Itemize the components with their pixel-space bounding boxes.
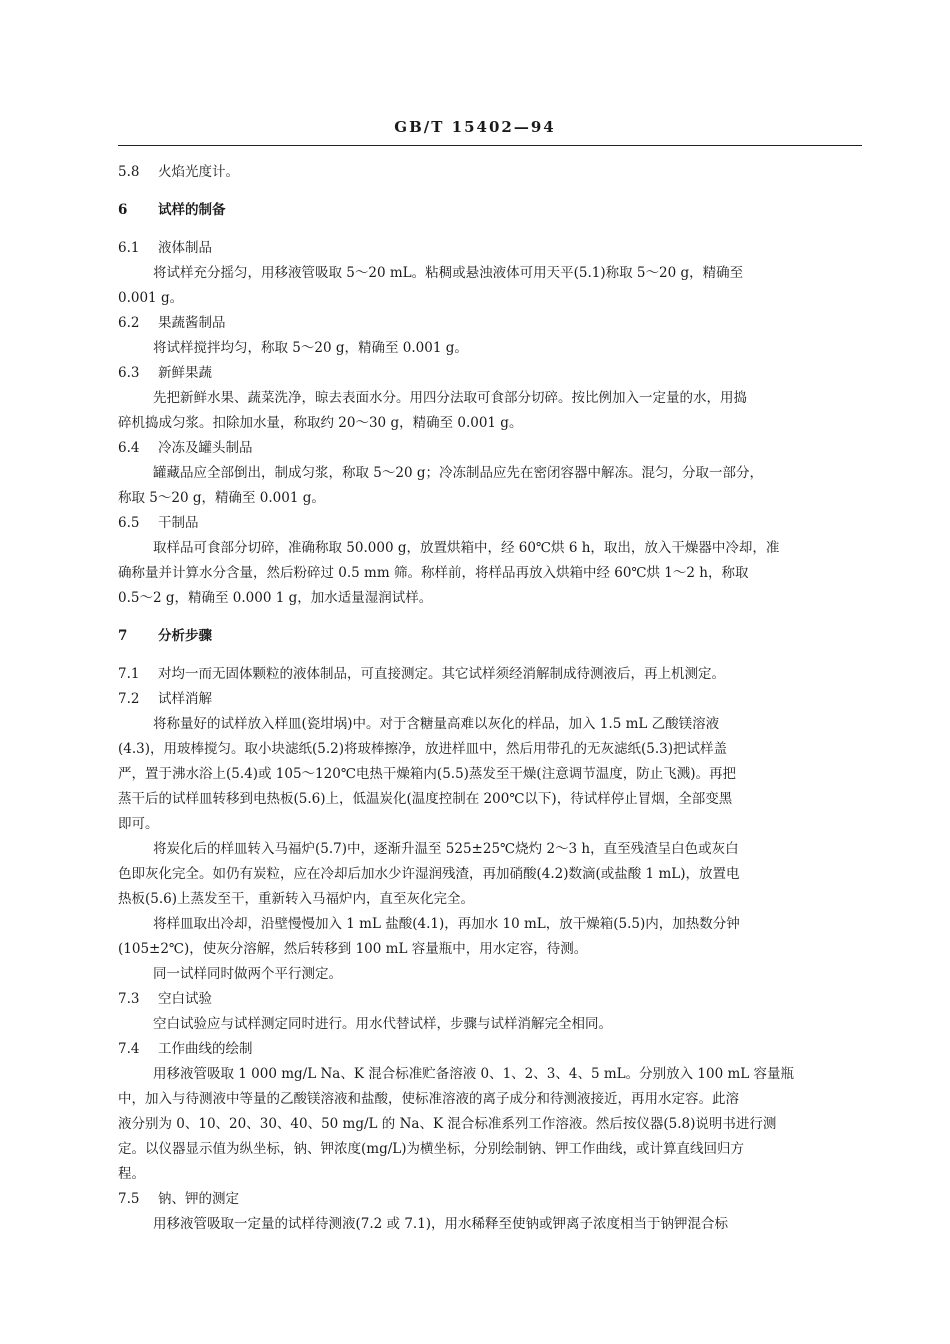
page-header: GB/T 15402—94 [394, 118, 556, 136]
paragraph-line: 0.001 g。 [118, 290, 184, 306]
paragraph-line: 空白试验应与试样测定同时进行。用水代替试样，步骤与试样消解完全相同。 [153, 1016, 612, 1032]
paragraph-line: 中，加入与待测液中等量的乙酸镁溶液和盐酸，使标准溶液的离子成分和待测液接近，再用水定容。此溶 [118, 1091, 739, 1107]
section-7-1: 7.1 对均一而无固体颗粒的液体制品，可直接测定。其它试样须经消解制成待测液后，再上机测定。 [118, 666, 725, 682]
paragraph-line: 定。以仪器显示值为纵坐标，钠、钾浓度(mg/L)为横坐标，分别绘制钠、钾工作曲线，或计算直线回归方 [118, 1141, 744, 1157]
paragraph-line: 罐藏品应全部倒出，制成匀浆，称取 5～20 g；冷冻制品应先在密闭容器中解冻。混匀，分取一部分， [153, 465, 763, 481]
paragraph-line: 程。 [118, 1166, 145, 1182]
paragraph-line: 取样品可食部分切碎，准确称取 50.000 g，放置烘箱中，经 60℃烘 6 h，取出，放入干燥器中冷却，准 [153, 540, 780, 556]
section-7-4: 7.4 工作曲线的绘制 [118, 1041, 253, 1057]
paragraph-line: 确称量并计算水分含量，然后粉碎过 0.5 mm 筛。称样前，将样品再放入烘箱中经 60℃烘 1～2 h，称取 [118, 565, 749, 581]
paragraph-line: 蒸干后的试样皿转移到电热板(5.6)上，低温炭化(温度控制在 200℃以下)，待试样停止冒烟，全部变黑 [118, 791, 733, 807]
paragraph-line: 色即灰化完全。如仍有炭粒，应在冷却后加水少许湿润残渣，再加硝酸(4.2)数滴(或盐酸 1 mL)，放置电 [118, 866, 740, 882]
section-6-5: 6.5 干制品 [118, 515, 199, 531]
paragraph-line: 即可。 [118, 816, 159, 832]
paragraph-line: 将试样搅拌均匀，称取 5～20 g，精确至 0.001 g。 [153, 340, 468, 356]
paragraph-line: 将试样充分摇匀，用移液管吸取 5～20 mL。粘稠或悬浊液体可用天平(5.1)称取 5～20 g，精确至 [153, 265, 744, 281]
section-7-3: 7.3 空白试验 [118, 991, 212, 1007]
section-6-2: 6.2 果蔬酱制品 [118, 315, 226, 331]
section-6-3: 6.3 新鲜果蔬 [118, 365, 212, 381]
paragraph-line: (105±2℃)，使灰分溶解，然后转移到 100 mL 容量瓶中，用水定容，待测。 [118, 941, 588, 957]
section-7-5: 7.5 钠、钾的测定 [118, 1191, 239, 1207]
paragraph-line: 称取 5～20 g，精确至 0.001 g。 [118, 490, 325, 506]
paragraph-line: 同一试样同时做两个平行测定。 [153, 966, 342, 982]
paragraph-line: 先把新鲜水果、蔬菜洗净，晾去表面水分。用四分法取可食部分切碎。按比例加入一定量的水，用捣 [153, 390, 747, 406]
heading-6: 6 试样的制备 [118, 202, 226, 218]
header-rule [118, 145, 862, 146]
paragraph-line: 0.5～2 g，精确至 0.000 1 g，加水适量湿润试样。 [118, 590, 433, 606]
section-7-2: 7.2 试样消解 [118, 691, 212, 707]
paragraph-line: (4.3)，用玻棒搅匀。取小块滤纸(5.2)将玻棒擦净，放进样皿中，然后用带孔的无灰滤纸(5.3)把试样盖 [118, 741, 728, 757]
paragraph-line: 将称量好的试样放入样皿(瓷坩埚)中。对于含糖量高难以灰化的样品，加入 1.5 mL 乙酸镁溶液 [153, 716, 720, 732]
paragraph-line: 将炭化后的样皿转入马福炉(5.7)中，逐渐升温至 525±25℃烧灼 2～3 h，直至残渣呈白色或灰白 [153, 841, 739, 857]
section-6-1: 6.1 液体制品 [118, 240, 212, 256]
section-5-8: 5.8 火焰光度计。 [118, 164, 239, 180]
section-6-4: 6.4 冷冻及罐头制品 [118, 440, 253, 456]
paragraph-line: 严，置于沸水浴上(5.4)或 105～120℃电热干燥箱内(5.5)蒸发至干燥(注意调节温度，防止飞溅)。再把 [118, 766, 736, 782]
paragraph-line: 用移液管吸取一定量的试样待测液(7.2 或 7.1)，用水稀释至使钠或钾离子浓度相当于钠钾混合标 [153, 1216, 729, 1232]
paragraph-line: 热板(5.6)上蒸发至干，重新转入马福炉内，直至灰化完全。 [118, 891, 475, 907]
heading-7: 7 分析步骤 [118, 628, 212, 644]
paragraph-line: 液分别为 0、10、20、30、40、50 mg/L 的 Na、K 混合标准系列工作溶液。然后按仪器(5.8)说明书进行测 [118, 1116, 777, 1132]
paragraph-line: 碎机捣成匀浆。扣除加水量，称取约 20～30 g，精确至 0.001 g。 [118, 415, 523, 431]
paragraph-line: 将样皿取出冷却，沿壁慢慢加入 1 mL 盐酸(4.1)，再加水 10 mL，放干燥箱(5.5)内，加热数分钟 [153, 916, 740, 932]
paragraph-line: 用移液管吸取 1 000 mg/L Na、K 混合标准贮备溶液 0、1、2、3、4、5 mL。分别放入 100 mL 容量瓶 [153, 1066, 795, 1082]
